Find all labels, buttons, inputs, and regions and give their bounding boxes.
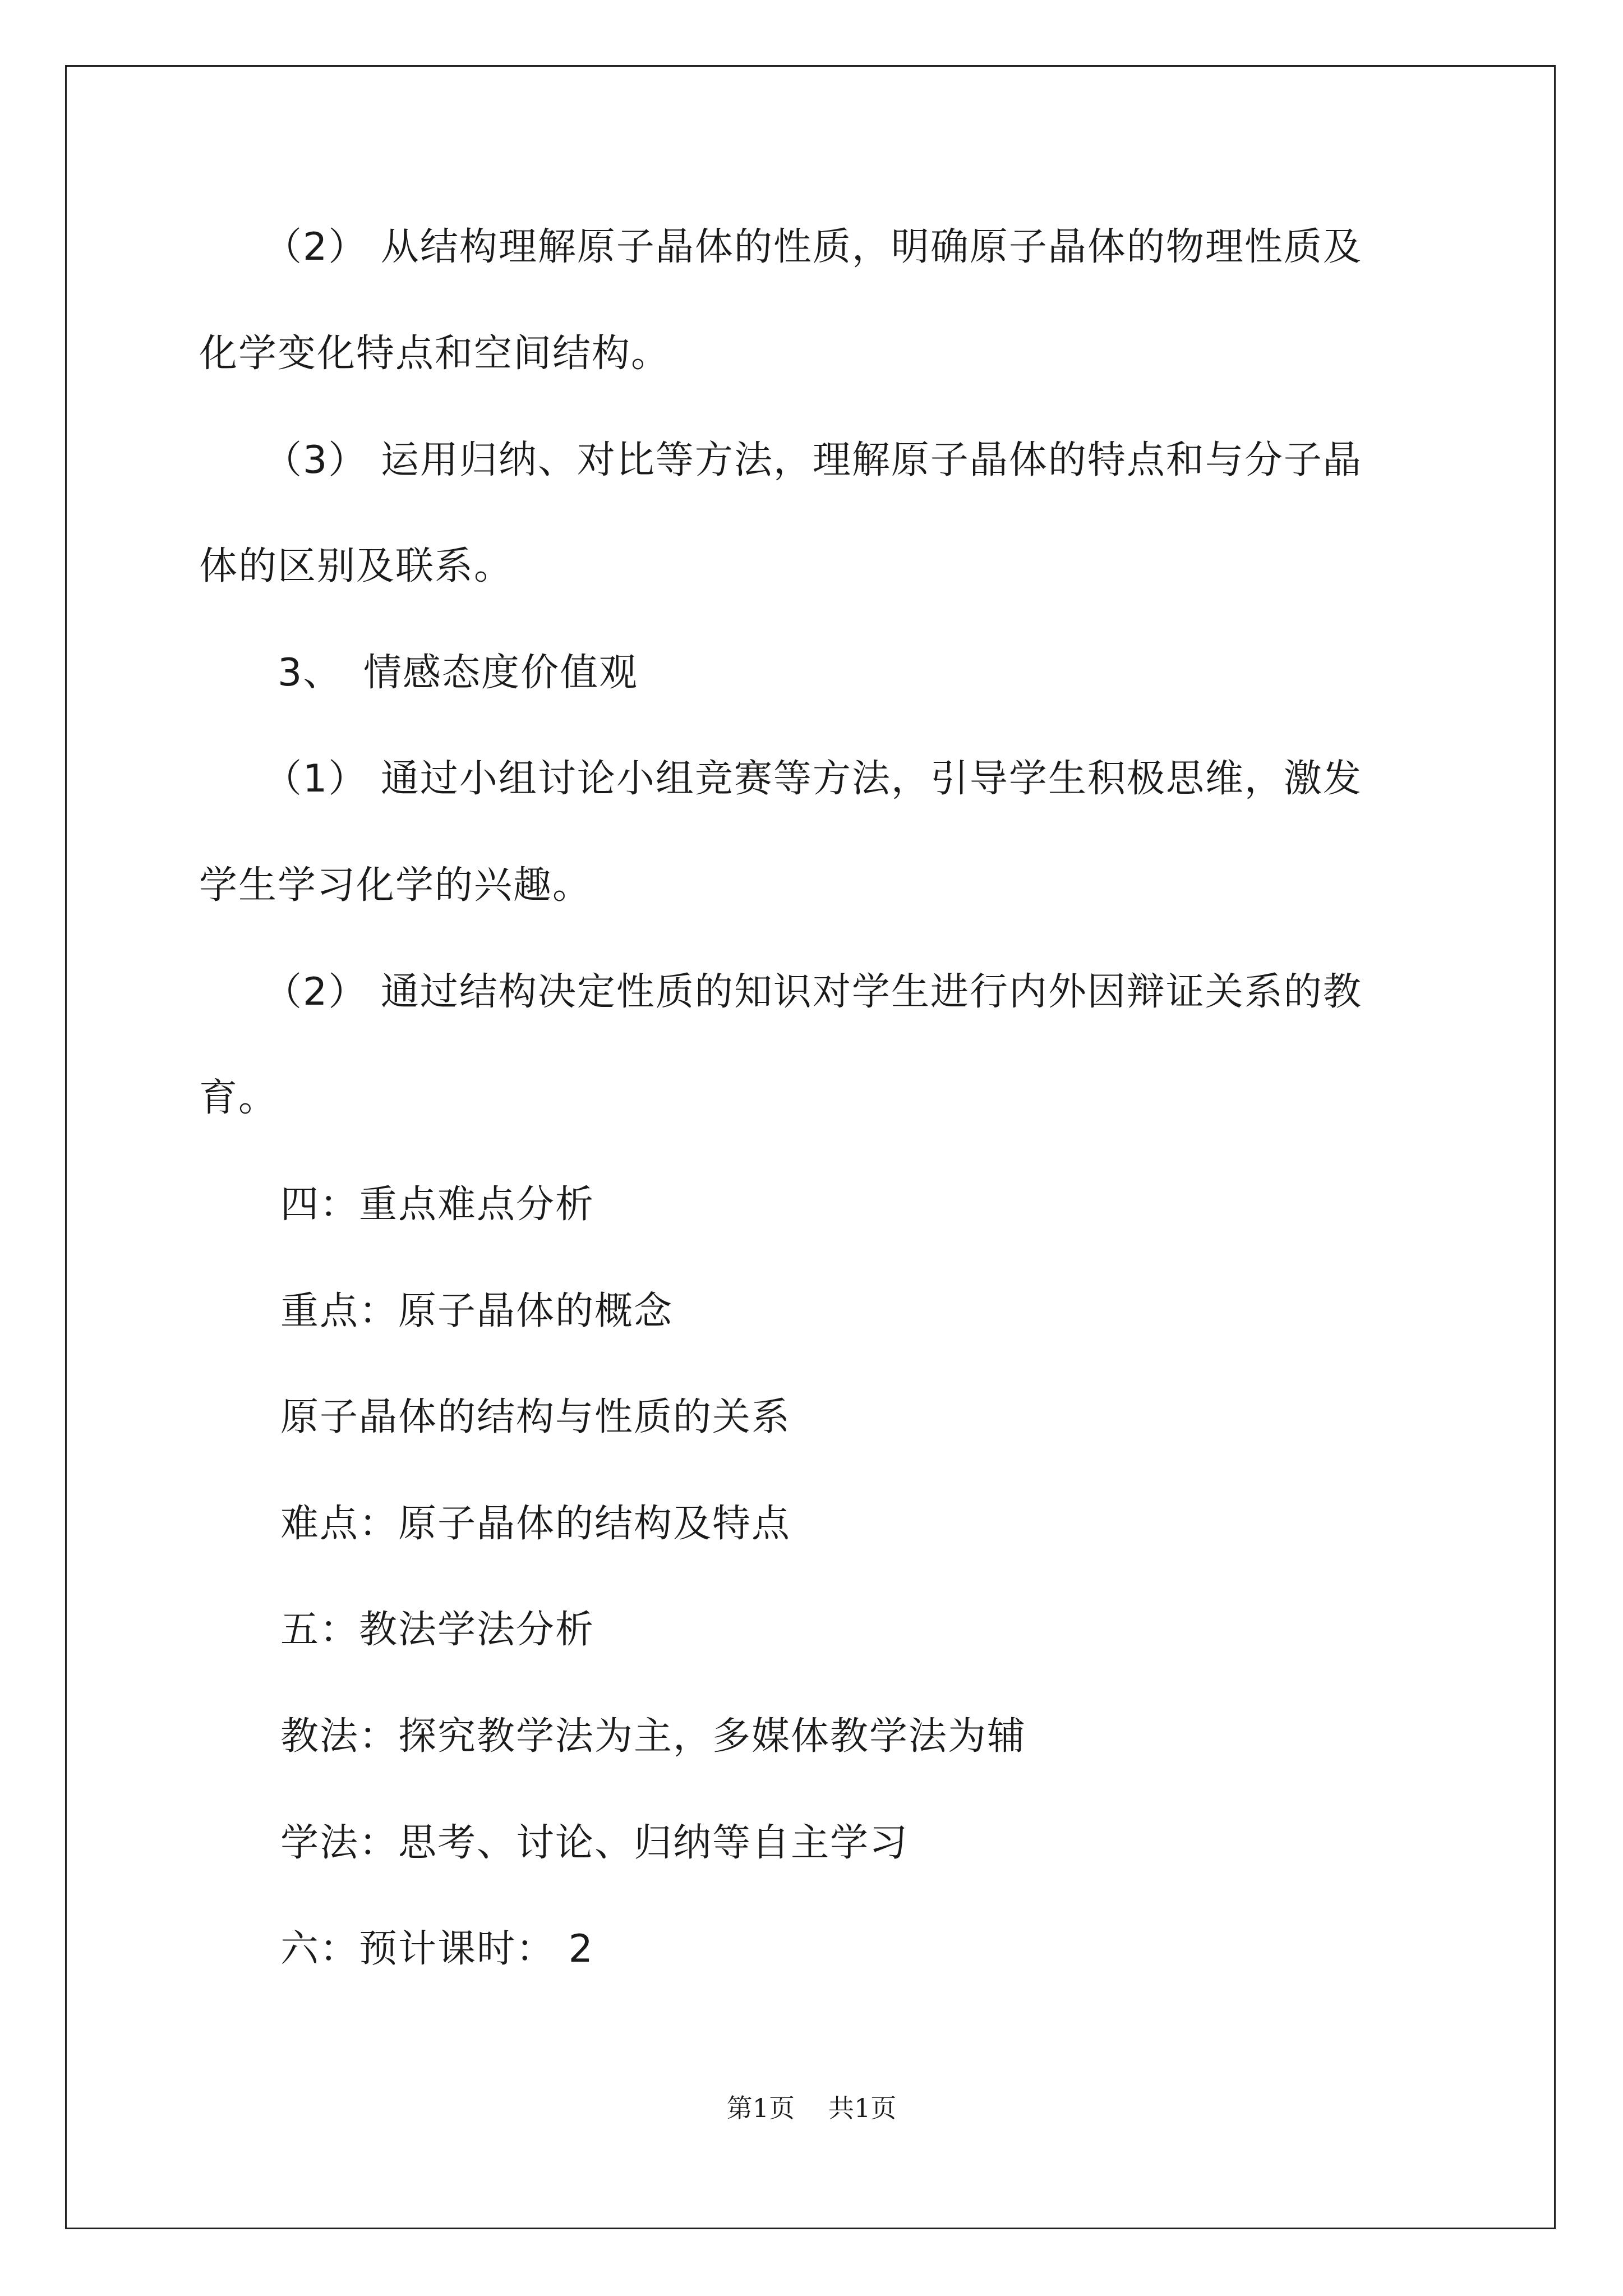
page-number-total: 共1页 [828,2093,897,2123]
paragraph-line: 学法：思考、讨论、归纳等自主学习 [280,1821,909,1865]
section-heading: 四：重点难点分析 [280,1182,595,1227]
page-border [65,65,1556,2229]
paragraph-line: （3） 运用归纳、对比等方法，理解原子晶体的特点和与分子晶 [264,438,1362,482]
paragraph-line: 育。 [199,1076,278,1120]
paragraph-line: 体的区别及联系。 [199,544,514,588]
paragraph-line: 难点：原子晶体的结构及特点 [280,1502,791,1546]
paragraph-line: （2） 通过结构决定性质的知识对学生进行内外因辩证关系的教 [264,970,1362,1014]
paragraph-line: 化学变化特点和空间结构。 [199,332,671,376]
section-heading: 情感态度价值观 [363,651,639,695]
page-number-current: 第1页 [726,2093,795,2123]
paragraph-line: （2） 从结构理解原子晶体的性质，明确原子晶体的物理性质及 [264,225,1362,269]
paragraph-line: （1） 通过小组讨论小组竞赛等方法，引导学生积极思维，激发 [264,757,1362,801]
paragraph-line: 原子晶体的结构与性质的关系 [280,1395,791,1439]
section-heading: 六：预计课时： 2 [280,1927,594,1971]
section-number: 3、 [278,651,343,695]
section-heading: 五：教法学法分析 [280,1608,595,1652]
paragraph-line: 学生学习化学的兴趣。 [199,863,592,908]
page-footer [0,2092,1623,2124]
paragraph-line: 重点：原子晶体的概念 [280,1289,674,1333]
paragraph-line: 教法：探究教学法为主，多媒体教学法为辅 [280,1714,1027,1759]
